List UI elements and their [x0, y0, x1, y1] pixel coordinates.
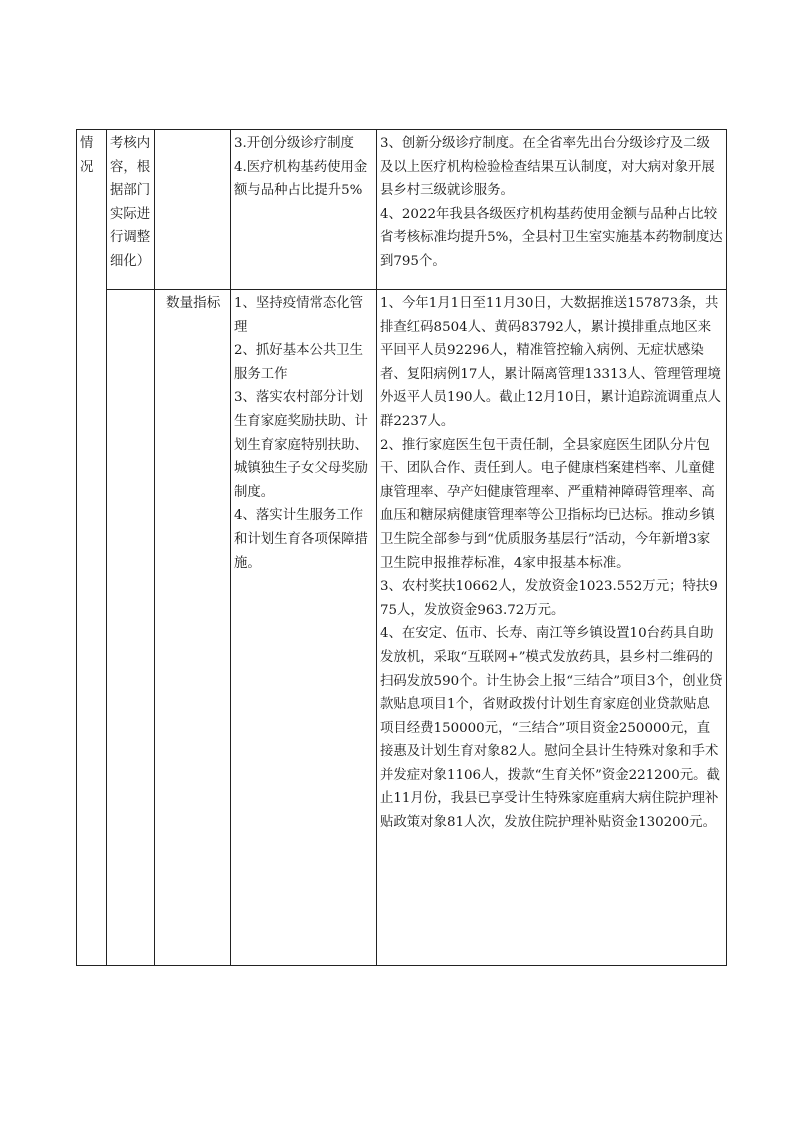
row2-targets-cell	[231, 290, 377, 966]
row1-results-cell	[377, 130, 727, 290]
row1-targets-cell	[231, 130, 377, 290]
result-item: 4、2022年我县各级医疗机构基药使用金额与品种占比较省考核标准均提升5%，全县村卫生室实施基本药物制度达到795个。	[380, 206, 723, 269]
row1-label-cell	[107, 130, 155, 290]
row2-label-cell	[155, 290, 231, 966]
result-item: 1、今年1月1日至11月30日，大数据推送157873条，共排查红码8504人、黄码83792人，累计摸排重点地区来平回平人员92296人，精准管控输入病例、无症状感染者、复阳病例17人，累计隔离管理13313人、管理管理境外返平人员190人。截止12月10日，累计追踪流调重点人群2237人。	[380, 296, 721, 429]
row2-label: 数量指标	[166, 295, 221, 311]
result-item: 3、农村奖扶10662人，发放资金1023.552万元；特扶975人，发放资金963.72万元。	[380, 579, 718, 618]
result-item: 4、在安定、伍市、长寿、南江等乡镇设置10台药具自助发放机，采取“互联网+”模式发放药具，县乡村二维码的扫码发放590个。计生协会上报“三结合”项目3个，创业贷款贴息项目1个，省财政拨付计划生育家庭创业贷款贴息项目经费150000元，“三结合”项目资金250000元，直接惠及计划生育对象82人。慰问全县计生特殊对象和手术并发症对象1106人，拨款“生育关怀”资金221200元。截止11月份，我县已享受计生特殊家庭重病大病住院护理补贴政策对象81人次，发放住院护理补贴资金130200元。	[380, 626, 723, 831]
table-row	[77, 290, 727, 966]
target-item: 4.医疗机构基药使用金额与品种占比提升5%	[234, 159, 368, 199]
evaluation-table	[76, 129, 727, 966]
row2-blank-cell	[107, 290, 155, 966]
result-item: 2、推行家庭医生包干责任制，全县家庭医生团队分片包干、团队合作、责任到人。电子健康档案建档率、儿童健康管理率、孕产妇健康管理率、严重精神障碍管理率、高血压和糖尿病健康管理率等公卫指标均已达标。推动乡镇卫生院全部参与到“优质服务基层行”活动，今年新增3家卫生院申报推荐标准，4家申报基本标准。	[380, 437, 715, 571]
category-label: 情况	[80, 136, 94, 175]
row2-results-cell	[377, 290, 727, 966]
table-row	[77, 130, 727, 290]
target-item: 3.开创分级诊疗制度	[234, 136, 354, 151]
target-item: 1、坚持疫情常态化管理	[234, 296, 364, 335]
result-item: 3、创新分级诊疗制度。在全省率先出台分级诊疗及二级及以上医疗机构检验检查结果互认制度，对大病对象开展县乡村三级就诊服务。	[380, 136, 715, 199]
target-item: 4、落实计生服务工作和计划生育各项保障措施。	[234, 508, 368, 571]
row1-empty-cell	[155, 130, 231, 290]
target-item: 3、落实农村部分计划生育家庭奖励扶助、计划生育家庭特别扶助、城镇独生子女父母奖励制度。	[234, 390, 368, 500]
category-cell	[77, 130, 107, 966]
row1-label: 考核内容，根据部门实际进行调整细化）	[110, 136, 151, 269]
target-item: 2、抓好基本公共卫生服务工作	[234, 343, 364, 382]
